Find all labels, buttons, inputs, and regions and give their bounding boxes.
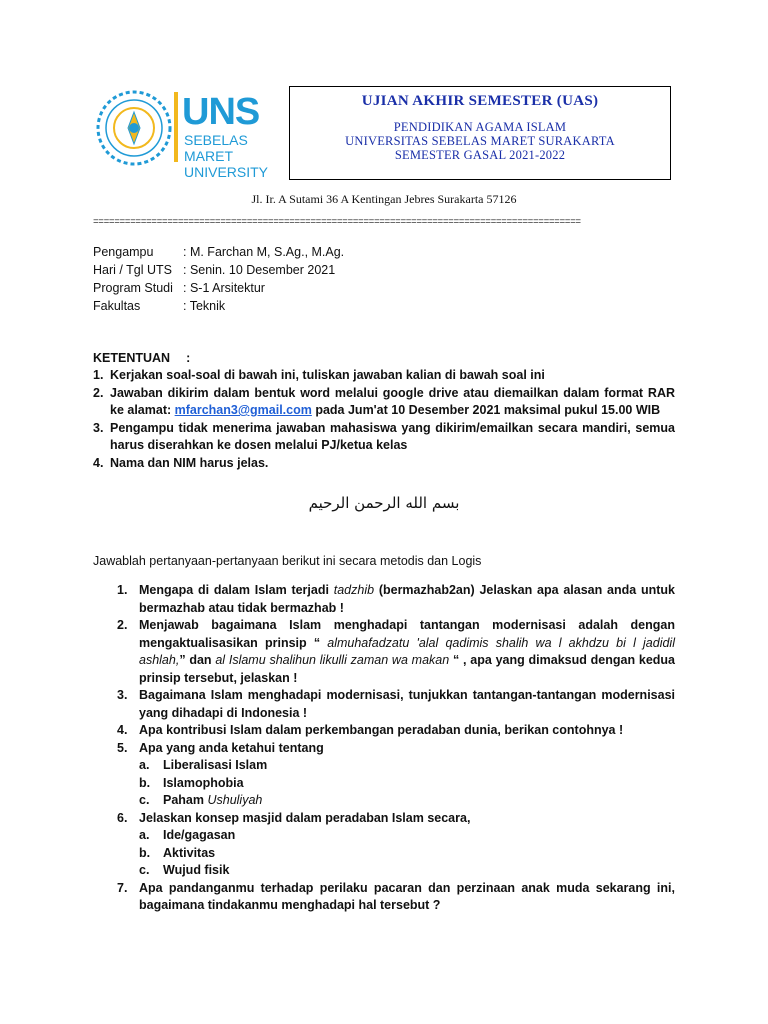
course-name: PENDIDIKAN AGAMA ISLAM — [393, 120, 567, 134]
question-text: Apa kontribusi Islam dalam perkembangan peradaban dunia, berikan contohnya ! — [139, 723, 624, 737]
email-link[interactable]: mfarchan3@gmail.com — [174, 403, 312, 417]
info-row — [93, 243, 344, 261]
info-key: Pengampu — [93, 245, 154, 259]
question-item — [117, 687, 675, 722]
sub-item — [139, 862, 675, 880]
divider-line: ============================================================================================ — [93, 216, 581, 227]
question-text: Apa pandanganmu terhadap perilaku pacaran dan perzinaan anak muda sekarang ini, bagaimana tindakanmu menghadapi hal tersebut ? — [139, 880, 675, 912]
question-text-part: “ , apa yang dimaksud dengan kedua prinsip tersebut, jelaskan ! — [139, 653, 676, 685]
info-key: Program Studi — [93, 281, 173, 295]
sub-text: Ide/gagasan — [163, 828, 236, 842]
sub-text — [163, 792, 262, 810]
exam-header-box — [289, 86, 671, 180]
info-row — [93, 297, 344, 315]
university-name: UNIVERSITAS SEBELAS MARET SURAKARTA — [345, 134, 615, 148]
address: Jl. Ir. A Sutami 36 A Kentingan Jebres Surakarta 57126 — [251, 192, 517, 206]
sub-text: Wujud fisik — [163, 863, 230, 877]
rule-number: 3. — [93, 420, 104, 435]
question-item — [117, 617, 675, 687]
info-row — [93, 279, 344, 297]
sub-number: c. — [139, 793, 150, 807]
question-number: 6. — [117, 810, 128, 825]
question-number: 4. — [117, 723, 128, 737]
sub-text: Islamophobia — [163, 775, 244, 790]
rule-number: 1. — [93, 368, 104, 382]
rule-item — [93, 420, 675, 455]
rules-list — [93, 367, 675, 472]
rule-text: Nama dan NIM harus jelas. — [110, 455, 269, 470]
rule-text-pre: Jawaban dikirim dalam bentuk word melalui google drive atau diemailkan dalam format RAR ke alamat: — [110, 385, 675, 417]
rules-colon: : — [186, 351, 191, 365]
rule-text: Kerjakan soal-soal di bawah ini, tuliskan jawaban kalian di bawah soal ini — [110, 368, 545, 382]
sub-text: Liberalisasi Islam — [163, 758, 268, 772]
semester-name: SEMESTER GASAL 2021-2022 — [394, 148, 566, 162]
basmalah: بسم الله الرحمن الرحيم — [308, 494, 460, 512]
logo-divider — [174, 92, 178, 162]
logo-line2: UNIVERSITY — [184, 164, 269, 180]
info-row — [93, 261, 344, 279]
question-text-italic: almuhafadzatu 'alal qadimis shalih wa l akhdzu bi l jadidil ashlah, — [139, 635, 675, 667]
sub-text-italic: Ushuliyah — [207, 793, 263, 807]
question-item — [117, 740, 675, 758]
sub-item — [139, 792, 675, 810]
sub-item — [139, 775, 675, 793]
university-seal-icon — [94, 88, 174, 168]
question-number: 7. — [117, 880, 128, 895]
info-value: : Teknik — [183, 299, 226, 313]
question-number: 3. — [117, 688, 128, 702]
question-text-part: Mengapa di dalam Islam terjadi — [139, 583, 334, 597]
question-text-part: ” dan — [179, 653, 216, 667]
rule-item — [93, 455, 675, 473]
sub-item — [139, 845, 675, 863]
question-text-italic: tadzhib — [333, 583, 375, 597]
exam-info — [93, 243, 344, 315]
sub-text-pre: Paham — [163, 793, 208, 807]
info-value: : M. Farchan M, S.Ag., M.Ag. — [183, 245, 345, 259]
logo-name: UNS — [182, 91, 260, 133]
question-text-italic: al Islamu shalihun likulli zaman wa makan — [215, 653, 450, 667]
question-text: Apa yang anda ketahui tentang — [139, 740, 324, 755]
sub-text: Aktivitas — [163, 845, 216, 860]
question-item — [117, 722, 675, 740]
university-logo — [94, 88, 286, 180]
rules-title: KETENTUAN — [93, 351, 171, 365]
sub-number: a. — [139, 758, 150, 772]
rule-item — [93, 385, 675, 420]
rule-item — [93, 367, 675, 385]
rule-text: Pengampu tidak menerima jawaban mahasiswa yang dikirim/emailkan secara mandiri, semua harus diserahkan ke dosen melalui PJ/ketua kelas — [110, 420, 675, 452]
question-number: 1. — [117, 583, 128, 597]
logo-line1: SEBELAS MARET — [184, 132, 248, 164]
question-item — [117, 880, 675, 915]
question-text-part: (bermazhab2an) Jelaskan apa alasan anda untuk bermazhab atau tidak bermazhab ! — [139, 583, 675, 615]
info-key: Fakultas — [93, 299, 141, 313]
rule-number: 2. — [93, 385, 104, 400]
info-key: Hari / Tgl UTS — [93, 263, 172, 277]
exam-title: UJIAN AKHIR SEMESTER (UAS) — [361, 93, 599, 109]
rule-text — [110, 385, 675, 420]
info-value: : Senin. 10 Desember 2021 — [183, 263, 336, 277]
question-list — [117, 582, 675, 915]
question-number: 2. — [117, 618, 128, 632]
rule-number: 4. — [93, 455, 104, 470]
sub-number: c. — [139, 863, 150, 877]
question-item — [117, 810, 675, 828]
info-value: : S-1 Arsitektur — [183, 281, 265, 295]
instruction: Jawablah pertanyaan-pertanyaan berikut ini secara metodis dan Logis — [93, 554, 482, 568]
rules-heading — [93, 351, 190, 365]
sub-number: b. — [139, 775, 151, 790]
question-item — [117, 582, 675, 617]
question-text — [139, 617, 675, 687]
question-text: Jelaskan konsep masjid dalam peradaban Islam secara, — [139, 810, 471, 825]
sub-number: a. — [139, 828, 150, 842]
question-text: Bagaimana Islam menghadapi modernisasi, tunjukkan tantangan-tantangan modernisasi yang dihadapi di Indonesia ! — [139, 688, 675, 720]
question-text — [139, 582, 675, 617]
sub-item — [139, 757, 675, 775]
sub-item — [139, 827, 675, 845]
question-text-part: Menjawab bagaimana Islam menghadapi tantangan modernisasi adalah dengan mengaktualisasikan prinsip “ — [139, 618, 675, 650]
sub-number: b. — [139, 845, 151, 860]
question-number: 5. — [117, 740, 128, 755]
logo-subtitle — [184, 132, 286, 180]
rule-text-post: pada Jum'at 10 Desember 2021 maksimal pukul 15.00 WIB — [311, 403, 661, 417]
